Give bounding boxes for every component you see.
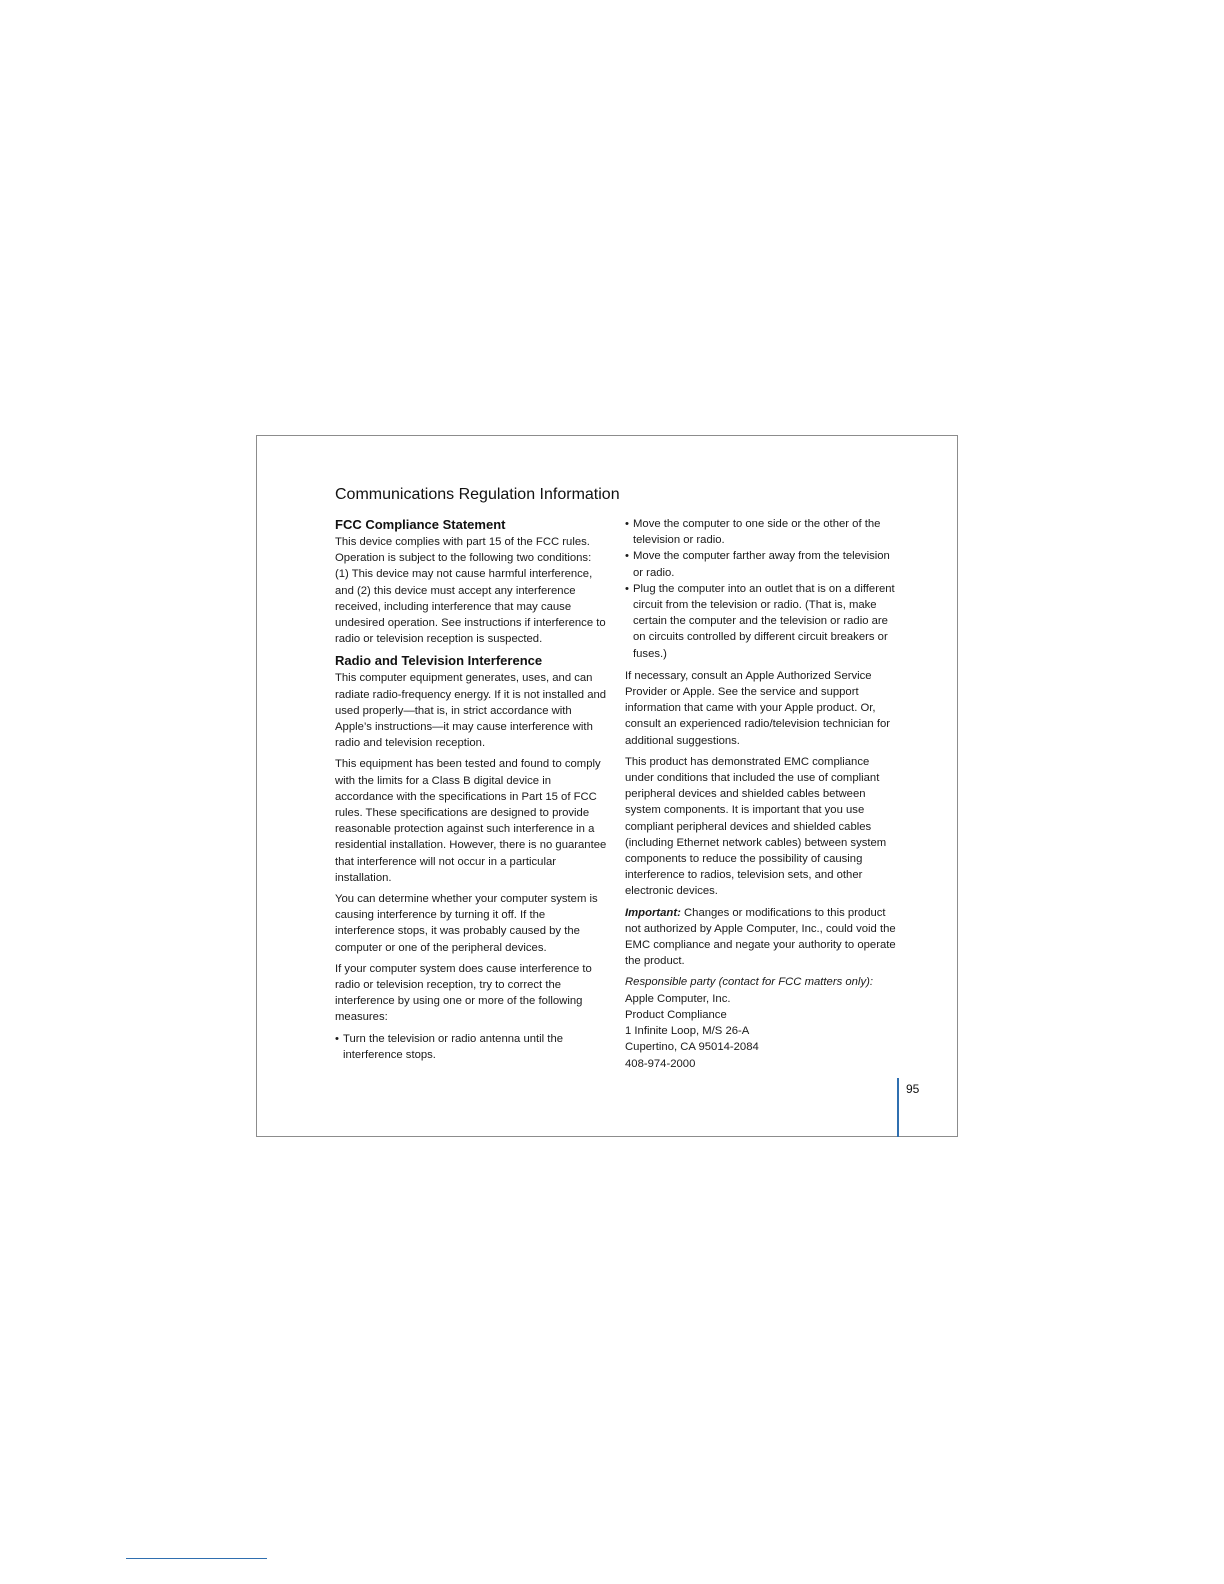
address-line: Cupertino, CA 95014-2084	[625, 1041, 759, 1054]
radio-paragraph-4: If your computer system does cause interference to radio or television reception, try to correct the interference by using one or more of the following measures:	[335, 962, 592, 1024]
fcc-compliance-paragraph: This device complies with part 15 of the FCC rules. Operation is subject to the following two conditions: (1) This device may not cause harmful interference, and (2) this device must accept any interference received, including interference that may cause undesired operation. See instructions if interference to radio or television reception is suspected.	[335, 536, 606, 646]
page-number-rule	[897, 1078, 899, 1137]
important-label: Important:	[625, 906, 681, 919]
responsible-party-address	[625, 991, 900, 1072]
list-item: • Move the computer farther away from the television or radio.	[625, 548, 900, 580]
page-title: Communications Regulation Information	[335, 486, 620, 503]
list-item: • Move the computer to one side or the other of the television or radio.	[625, 516, 900, 548]
page-number: 95	[906, 1082, 920, 1096]
list-item: • Plug the computer into an outlet that is on a different circuit from the television or radio. (That is, make certain the computer and the television or radio are on circuits controlled by different circuit breakers or fuses.)	[625, 581, 900, 662]
left-column	[335, 516, 607, 1068]
list-item: • Turn the television or radio antenna until the interference stops.	[335, 1031, 607, 1063]
important-paragraph	[625, 905, 900, 970]
radio-paragraph-1: This computer equipment generates, uses, and can radiate radio-frequency energy. If it is not installed and used properly—that is, in strict accordance with Apple’s instructions—it may cause interference with radio and television reception.	[335, 672, 607, 750]
measures-list-part-1	[335, 1031, 607, 1063]
fcc-compliance-heading: FCC Compliance Statement	[335, 517, 506, 532]
footnote-divider	[126, 1558, 267, 1559]
important-text: Changes or modifications to this product not authorized by Apple Computer, Inc., could void the EMC compliance and negate your authority to operate the product.	[625, 906, 896, 968]
address-line: Product Compliance	[625, 1008, 727, 1021]
address-line: Apple Computer, Inc.	[625, 992, 731, 1005]
consult-paragraph: If necessary, consult an Apple Authorized Service Provider or Apple. See the service and support information that came with your Apple product. Or, consult an experienced radio/television technician for additional suggestions.	[625, 669, 891, 747]
emc-paragraph: This product has demonstrated EMC compliance under conditions that included the use of compliant peripheral devices and shielded cables between system components. It is important that you use compliant peripheral devices and shielded cables (including Ethernet network cables) between system components to reduce the possibility of causing interference to radios, television sets, and other electronic devices.	[625, 755, 887, 898]
right-column	[625, 516, 900, 1072]
radio-paragraph-3: You can determine whether your computer system is causing interference by turning it off. If the interference stops, it was probably caused by the computer or one of the peripheral devices.	[335, 893, 598, 954]
responsible-party-label: Responsible party (contact for FCC matters only):	[625, 976, 873, 989]
address-line: 1 Infinite Loop, M/S 26-A	[625, 1025, 750, 1038]
phone-number: 408-974-2000	[625, 1057, 696, 1070]
radio-tv-interference-heading: Radio and Television Interference	[335, 653, 543, 669]
measures-list-part-2	[625, 516, 900, 662]
radio-paragraph-2: This equipment has been tested and found to comply with the limits for a Class B digital device in accordance with the specifications in Part 15 of FCC rules. These specifications are designed to provide reasonable protection against such interference in a residential installation. However, there is no guarantee that interference will not occur in a particular installation.	[335, 758, 607, 884]
